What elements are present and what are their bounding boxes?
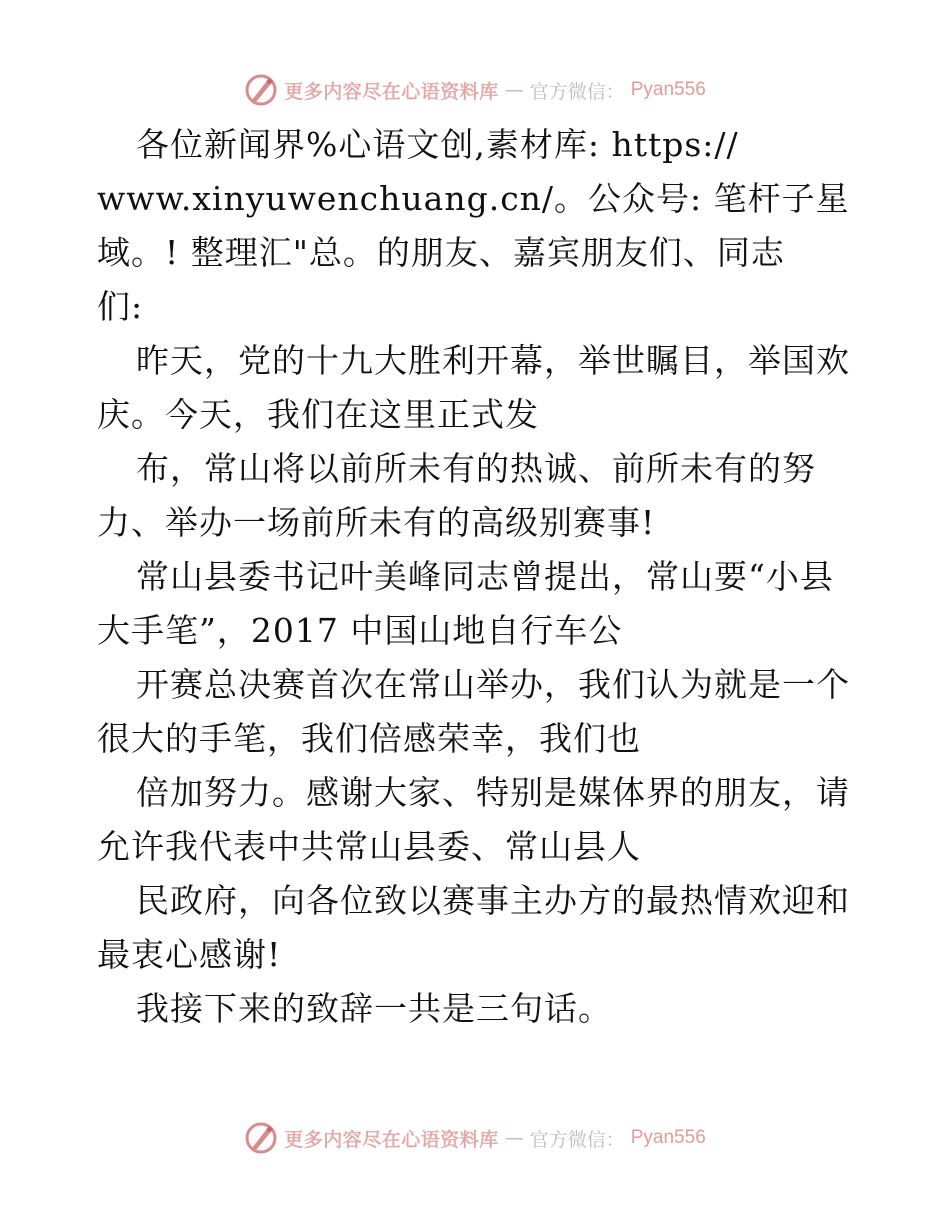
text-line: 允许我代表中共常山县委、常山县人 bbox=[97, 827, 641, 866]
text-line: 开赛总决赛首次在常山举办，我们认为就是一个 bbox=[136, 665, 850, 704]
text-line: 域。! 整理汇"总。的朋友、嘉宾朋友们、同志 bbox=[97, 233, 785, 272]
text-line: 常山县委书记叶美峰同志曾提出，常山要“小县 bbox=[136, 557, 834, 596]
text-line: 最衷心感谢! bbox=[97, 935, 282, 974]
watermark-dash: — bbox=[504, 79, 524, 101]
watermark-text: 更多内容尽在心语资料库 bbox=[284, 1128, 499, 1151]
text-line: 我接下来的致辞一共是三句话。 bbox=[136, 989, 612, 1028]
document-body bbox=[97, 118, 867, 1036]
text-line: 庆。今天，我们在这里正式发 bbox=[97, 395, 539, 434]
pen-logo-icon bbox=[244, 73, 278, 107]
text-line: 倍加努力。感谢大家、特别是媒体界的朋友，请 bbox=[136, 773, 850, 812]
text-line: 布，常山将以前所未有的热诚、前所未有的努 bbox=[136, 449, 816, 488]
watermark-text: 更多内容尽在心语资料库 bbox=[284, 80, 499, 103]
text-line: 昨天，党的十九大胜利开幕，举世瞩目，举国欢 bbox=[136, 341, 850, 380]
watermark-wechat-id: Pyan556 bbox=[630, 79, 706, 100]
footer-watermark bbox=[0, 1118, 950, 1158]
header-watermark bbox=[0, 70, 950, 110]
pen-logo-icon bbox=[244, 1121, 278, 1155]
watermark-wechat-label: 官方微信： bbox=[529, 1128, 625, 1151]
text-line: 大手笔”，2017 中国山地自行车公 bbox=[97, 611, 623, 650]
watermark-wechat-id: Pyan556 bbox=[630, 1127, 706, 1148]
text-line: 民政府，向各位致以赛事主办方的最热情欢迎和 bbox=[136, 881, 850, 920]
watermark-wechat-label: 官方微信： bbox=[529, 80, 625, 103]
text-line: 各位新闻界%心语文创,素材库: https:// bbox=[136, 125, 739, 164]
text-line: 们: bbox=[97, 287, 144, 326]
text-line: 力、举办一场前所未有的高级别赛事! bbox=[97, 503, 656, 542]
text-line: 很大的手笔，我们倍感荣幸，我们也 bbox=[97, 719, 641, 758]
watermark-dash: — bbox=[504, 1127, 524, 1149]
text-line: www.xinyuwenchuang.cn/。公众号: 笔杆子星 bbox=[97, 179, 850, 218]
